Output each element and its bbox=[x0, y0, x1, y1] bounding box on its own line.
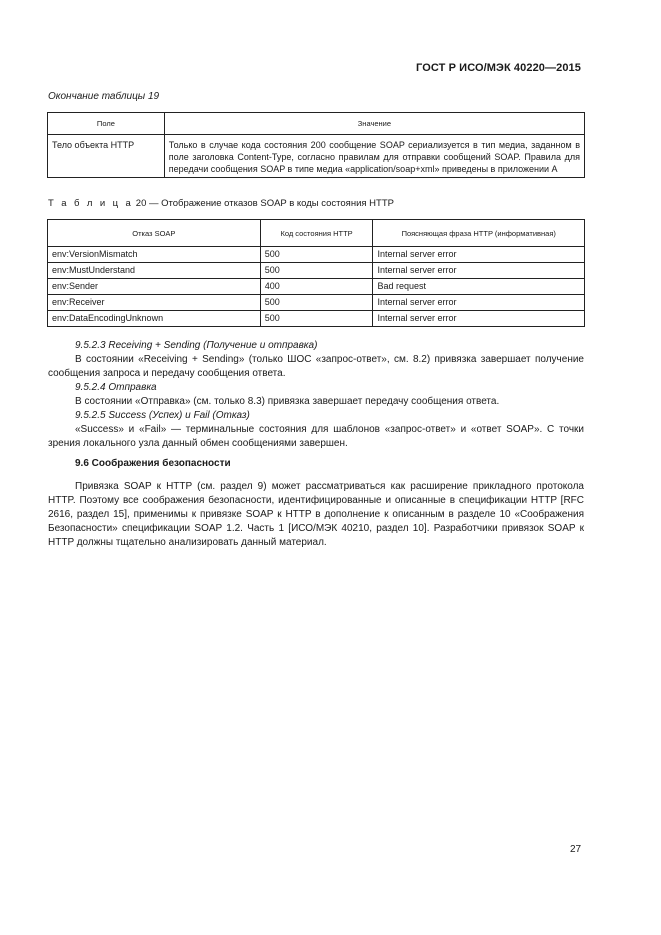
code-cell: 400 bbox=[260, 279, 373, 295]
table19-field-cell: Тело объекта HTTP bbox=[48, 135, 165, 178]
section-96 bbox=[48, 457, 584, 550]
table20-col-fault: Отказ SOAP bbox=[48, 220, 261, 247]
code-cell: 500 bbox=[260, 263, 373, 279]
table19-header-row bbox=[48, 113, 585, 135]
section-96-body: Привязка SOAP к HTTP (см. раздел 9) может рассматриваться как расширение прикладного протокола HTTP. Поэтому все соображения безопасности, идентифицированные и описанные в спецификации HTTP [RFC 2616, раздел 15], применимы к привязке SOAP к HTTP в дополнение к описанным в разделе 10 «Соображения Безопасности» спецификации SOAP 1.2. Часть 1 [ИСО/МЭК 40210, раздел 10]. Разработчики привязок SOAP к HTTP должны тщательно анализировать данный материал. bbox=[48, 481, 584, 548]
table-row bbox=[48, 295, 585, 311]
phrase-cell: Bad request bbox=[373, 279, 585, 295]
fault-cell: env:Sender bbox=[48, 279, 261, 295]
phrase-cell: Internal server error bbox=[373, 311, 585, 327]
section-9524-heading: 9.5.2.4 Отправка bbox=[75, 382, 157, 393]
table20-title-text: 20 — Отображение отказов SOAP в коды состояния HTTP bbox=[135, 198, 394, 209]
section-9523 bbox=[48, 339, 584, 451]
fault-cell: env:VersionMismatch bbox=[48, 247, 261, 263]
table20-title bbox=[48, 198, 394, 209]
table20-col-phrase: Поясняющая фраза HTTP (информативная) bbox=[373, 220, 585, 247]
table19-value-cell: Только в случае кода состояния 200 сообщение SOAP сериализуется в тип медиа, заданном в поле заголовка Content-Type, согласно правилам для отправки сообщений SOAP. Правила для передачи сообщения SOAP в типе медиа «application/soap+xml» приведены в приложении А bbox=[164, 135, 584, 178]
section-9523-heading: 9.5.2.3 Receiving + Sending (Получение и отправка) bbox=[75, 340, 318, 351]
page-number: 27 bbox=[570, 844, 582, 855]
phrase-cell: Internal server error bbox=[373, 247, 585, 263]
section-9524-body: В состоянии «Отправка» (см. только 8.3) привязка завершает передачу сообщения ответа. bbox=[75, 396, 500, 407]
section-96-heading: 9.6 Соображения безопасности bbox=[75, 458, 231, 469]
table-row bbox=[48, 279, 585, 295]
phrase-cell: Internal server error bbox=[373, 263, 585, 279]
section-9525-body: «Success» и «Fail» — терминальные состояния для шаблонов «запрос-ответ» и «ответ SOAP». С точки зрения локального узла данный обмен сообщениями завершен. bbox=[48, 424, 584, 449]
table-row bbox=[48, 263, 585, 279]
table20-col-code: Код состояния HTTP bbox=[260, 220, 373, 247]
table19-col-value: Значение bbox=[164, 113, 584, 135]
table19-col-field: Поле bbox=[48, 113, 165, 135]
fault-cell: env:Receiver bbox=[48, 295, 261, 311]
table20-label: Т а б л и ц а bbox=[48, 198, 134, 209]
phrase-cell: Internal server error bbox=[373, 295, 585, 311]
code-cell: 500 bbox=[260, 311, 373, 327]
table19-caption: Окончание таблицы 19 bbox=[48, 91, 160, 102]
standard-header: ГОСТ Р ИСО/МЭК 40220—2015 bbox=[416, 62, 581, 74]
fault-cell: env:MustUnderstand bbox=[48, 263, 261, 279]
section-9525-heading: 9.5.2.5 Success (Успех) и Fail (Отказ) bbox=[75, 410, 250, 421]
fault-cell: env:DataEncodingUnknown bbox=[48, 311, 261, 327]
table-19 bbox=[47, 112, 585, 178]
table-row bbox=[48, 247, 585, 263]
code-cell: 500 bbox=[260, 247, 373, 263]
section-9523-body: В состоянии «Receiving + Sending» (только ШОС «запрос-ответ», см. 8.2) привязка завершает получение сообщения запроса и передачу сообщения ответа. bbox=[48, 354, 584, 379]
table20-header-row bbox=[48, 220, 585, 247]
table-row bbox=[48, 135, 585, 178]
table-20 bbox=[47, 219, 585, 327]
table-row bbox=[48, 311, 585, 327]
code-cell: 500 bbox=[260, 295, 373, 311]
